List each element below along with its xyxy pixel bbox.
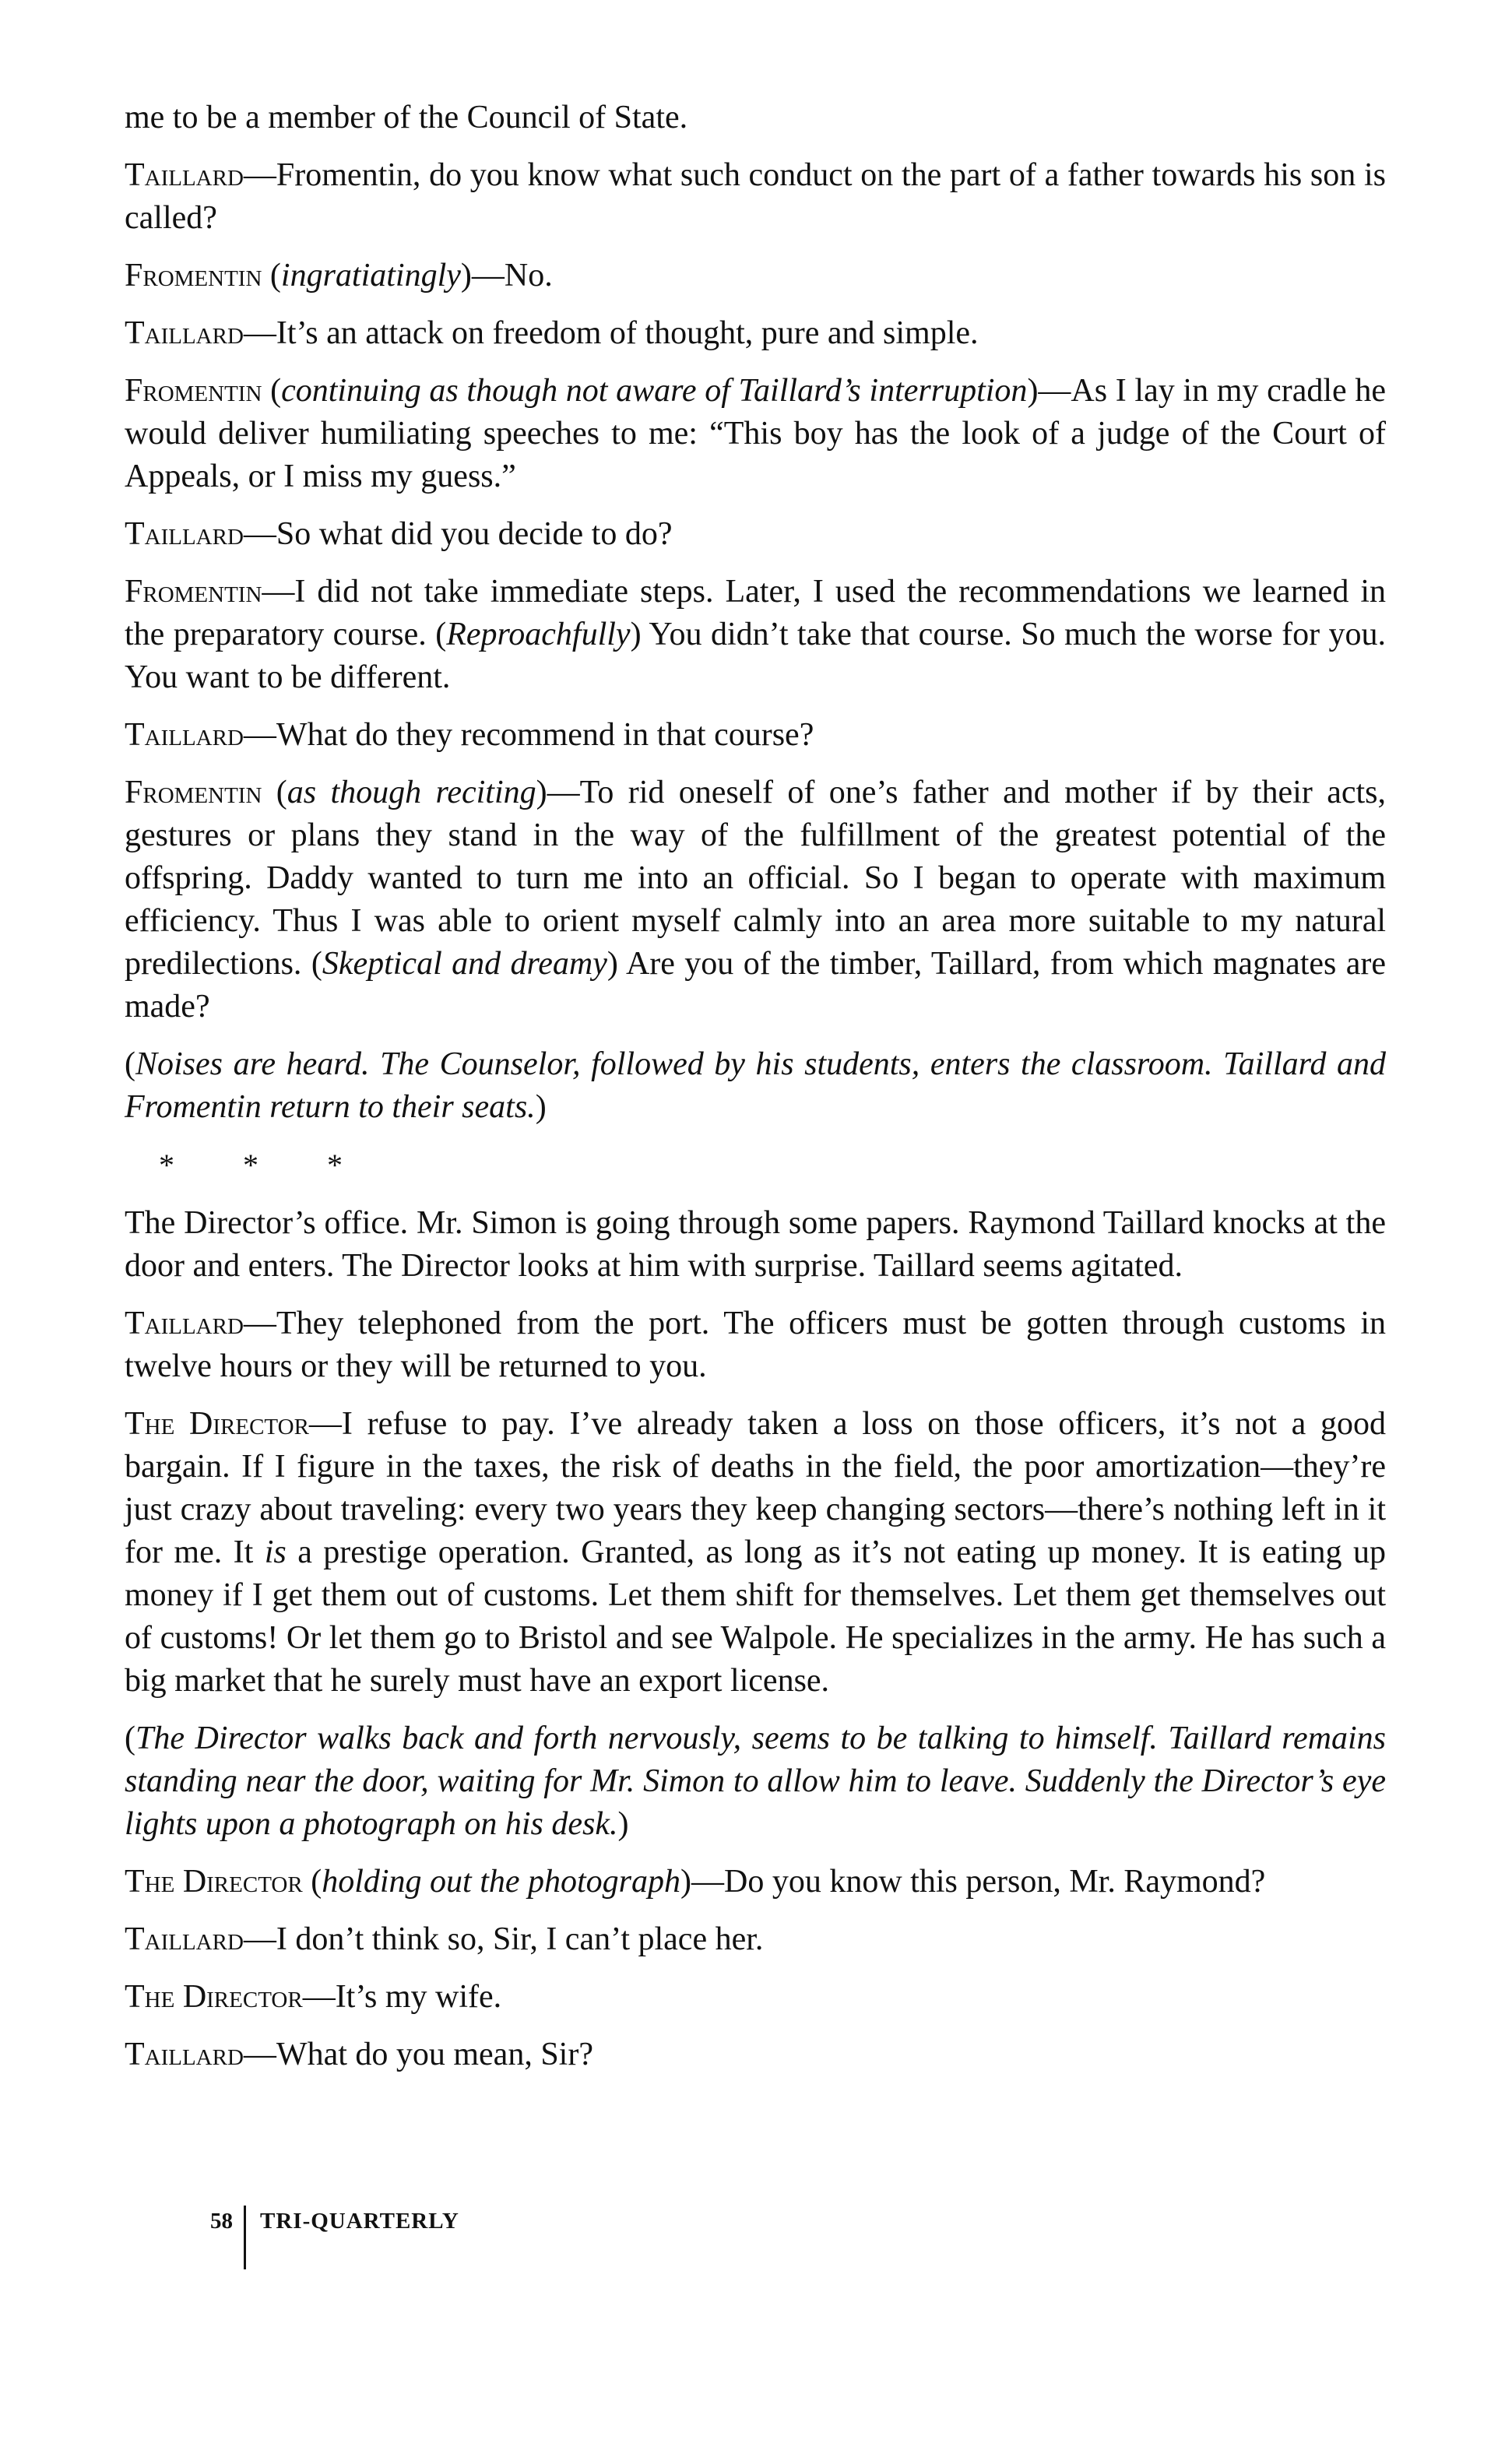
text-run: ) Are you of the timber, Taillard, from which magnates are made? [125, 946, 1387, 1025]
text-run: )—To rid oneself of one’s father and mother if by their acts, gestures or plans they stand in the way of the fulfillment of the greatest potential of the offspring. Daddy wanted to turn me into an official. So I began to operate with maximum efficiency. Thus I was able to orient myself calmly into an area more suitable to my natural predilections. ( [125, 775, 1386, 982]
paragraph-dialogue [125, 714, 1386, 757]
speaker-name: Taillard [125, 1921, 244, 1957]
italic-text: is [264, 1534, 287, 1570]
journal-title: TRI-QUARTERLY [260, 2209, 459, 2234]
section-break-star: * [159, 1148, 174, 1183]
text-run: —I refuse to pay. I’ve already taken a loss on those officers, it’s not a good bargain. If I figure in the taxes, the risk of deaths in the field, the poor amortization—they’re just crazy about traveling: every two years they keep changing sectors—there’s nothing left in it for me. It [125, 1406, 1386, 1570]
text-run: The Director’s office. Mr. Simon is going through some papers. Raymond Taillard knocks at the door and enters. The Director looks at him with surprise. Taillard seems agitated. [125, 1205, 1386, 1284]
speaker-name: Fromentin [125, 258, 262, 294]
italic-text: Noises are heard. The Counselor, followed by his students, enters the classroom. Taillard and Fromentin return to their seats. [125, 1046, 1386, 1125]
paragraph-dialogue [125, 772, 1386, 1028]
page-footer [210, 2206, 459, 2269]
paragraph-dialogue [125, 255, 1386, 297]
text-run: ( [262, 775, 287, 810]
text-run: ( [262, 373, 282, 409]
text-run: )—Do you know this person, Mr. Raymond? [680, 1864, 1266, 1900]
text-run: ) [617, 1806, 629, 1842]
paragraph-dialogue [125, 1403, 1386, 1703]
speaker-name: Taillard [125, 315, 244, 351]
italic-text: Reproachfully [446, 617, 631, 652]
text-run: —It’s an attack on freedom of thought, pure and simple. [243, 315, 979, 351]
section-break-star: * [327, 1148, 343, 1183]
scene-description [125, 1202, 1386, 1288]
paragraph-dialogue [125, 513, 1386, 556]
speaker-name: Taillard [125, 516, 244, 552]
footer-divider [244, 2206, 246, 2269]
speaker-name: The Director [125, 1979, 303, 2015]
text-run: —Fromentin, do you know what such conduct on the part of a father towards his son is called? [125, 157, 1386, 236]
paragraph-dialogue [125, 154, 1386, 240]
text-run: —I don’t think so, Sir, I can’t place her. [243, 1921, 764, 1957]
paragraph-dialogue [125, 2033, 1386, 2076]
paragraph-dialogue [125, 1976, 1386, 2019]
stage-direction [125, 1043, 1386, 1129]
italic-text: holding out the photograph [322, 1864, 681, 1900]
text-run: ( [125, 1721, 135, 1756]
speaker-name: Taillard [125, 2037, 244, 2072]
italic-text: Skeptical and dreamy [322, 946, 607, 982]
text-run: ( [302, 1864, 322, 1900]
paragraph-dialogue [125, 1302, 1386, 1388]
text-run: ) [535, 1089, 547, 1125]
text-run: ( [262, 258, 281, 294]
speaker-name: Taillard [125, 157, 244, 193]
speaker-name: Taillard [125, 1306, 244, 1341]
section-break [125, 1144, 1386, 1187]
text-run: —What do you mean, Sir? [243, 2037, 593, 2072]
paragraph-dialogue [125, 97, 1386, 139]
text-run: a prestige operation. Granted, as long as it’s not eating up money. It is eating up money if I get them out of customs. Let them shift for themselves. Let them get themselves out of customs! Or let them go to Bristol and see Walpole. He specializes in the army. He has such a big market that he surely must have an export license. [125, 1534, 1386, 1699]
paragraph-dialogue [125, 571, 1386, 699]
text-run: ( [125, 1046, 135, 1082]
text-run: me to be a member of the Council of State. [125, 100, 688, 135]
text-run: —It’s my wife. [302, 1979, 502, 2015]
paragraph-dialogue [125, 312, 1386, 355]
paragraph-dialogue [125, 1861, 1386, 1903]
speaker-name: Fromentin [125, 574, 262, 610]
section-break-star: * [243, 1148, 258, 1183]
text-run: )—As I lay in my cradle he would deliver humiliating speeches to me: “This boy has the look of a judge of the Court of Appeals, or I miss my guess.” [125, 373, 1386, 494]
speaker-name: The Director [125, 1406, 309, 1442]
speaker-name: Fromentin [125, 373, 262, 409]
speaker-name: The Director [125, 1864, 303, 1900]
speaker-name: Taillard [125, 717, 244, 753]
page-number: 58 [210, 2209, 233, 2234]
text-run: —What do they recommend in that course? [243, 717, 814, 753]
italic-text: as though reciting [287, 775, 536, 810]
paragraph-dialogue [125, 1918, 1386, 1961]
text-run: ) You didn’t take that course. So much the worse for you. You want to be different. [125, 617, 1387, 695]
italic-text: ingratiatingly [280, 258, 461, 294]
italic-text: continuing as though not aware of Taillard’s interruption [281, 373, 1028, 409]
stage-direction [125, 1717, 1386, 1846]
text-run: )—No. [460, 258, 553, 294]
italic-text: The Director walks back and forth nervously, seems to be talking to himself. Taillard remains standing near the door, waiting for Mr. Simon to allow him to leave. Suddenly the Director’s eye lights upon a photograph on his desk. [125, 1721, 1386, 1842]
text-run: —They telephoned from the port. The officers must be gotten through customs in twelve hours or they will be returned to you. [125, 1306, 1386, 1384]
page-body [125, 97, 1386, 2091]
speaker-name: Fromentin [125, 775, 262, 810]
text-run: —So what did you decide to do? [243, 516, 673, 552]
text-run: —I did not take immediate steps. Later, I used the recommendations we learned in the preparatory course. ( [125, 574, 1386, 652]
paragraph-dialogue [125, 370, 1386, 498]
